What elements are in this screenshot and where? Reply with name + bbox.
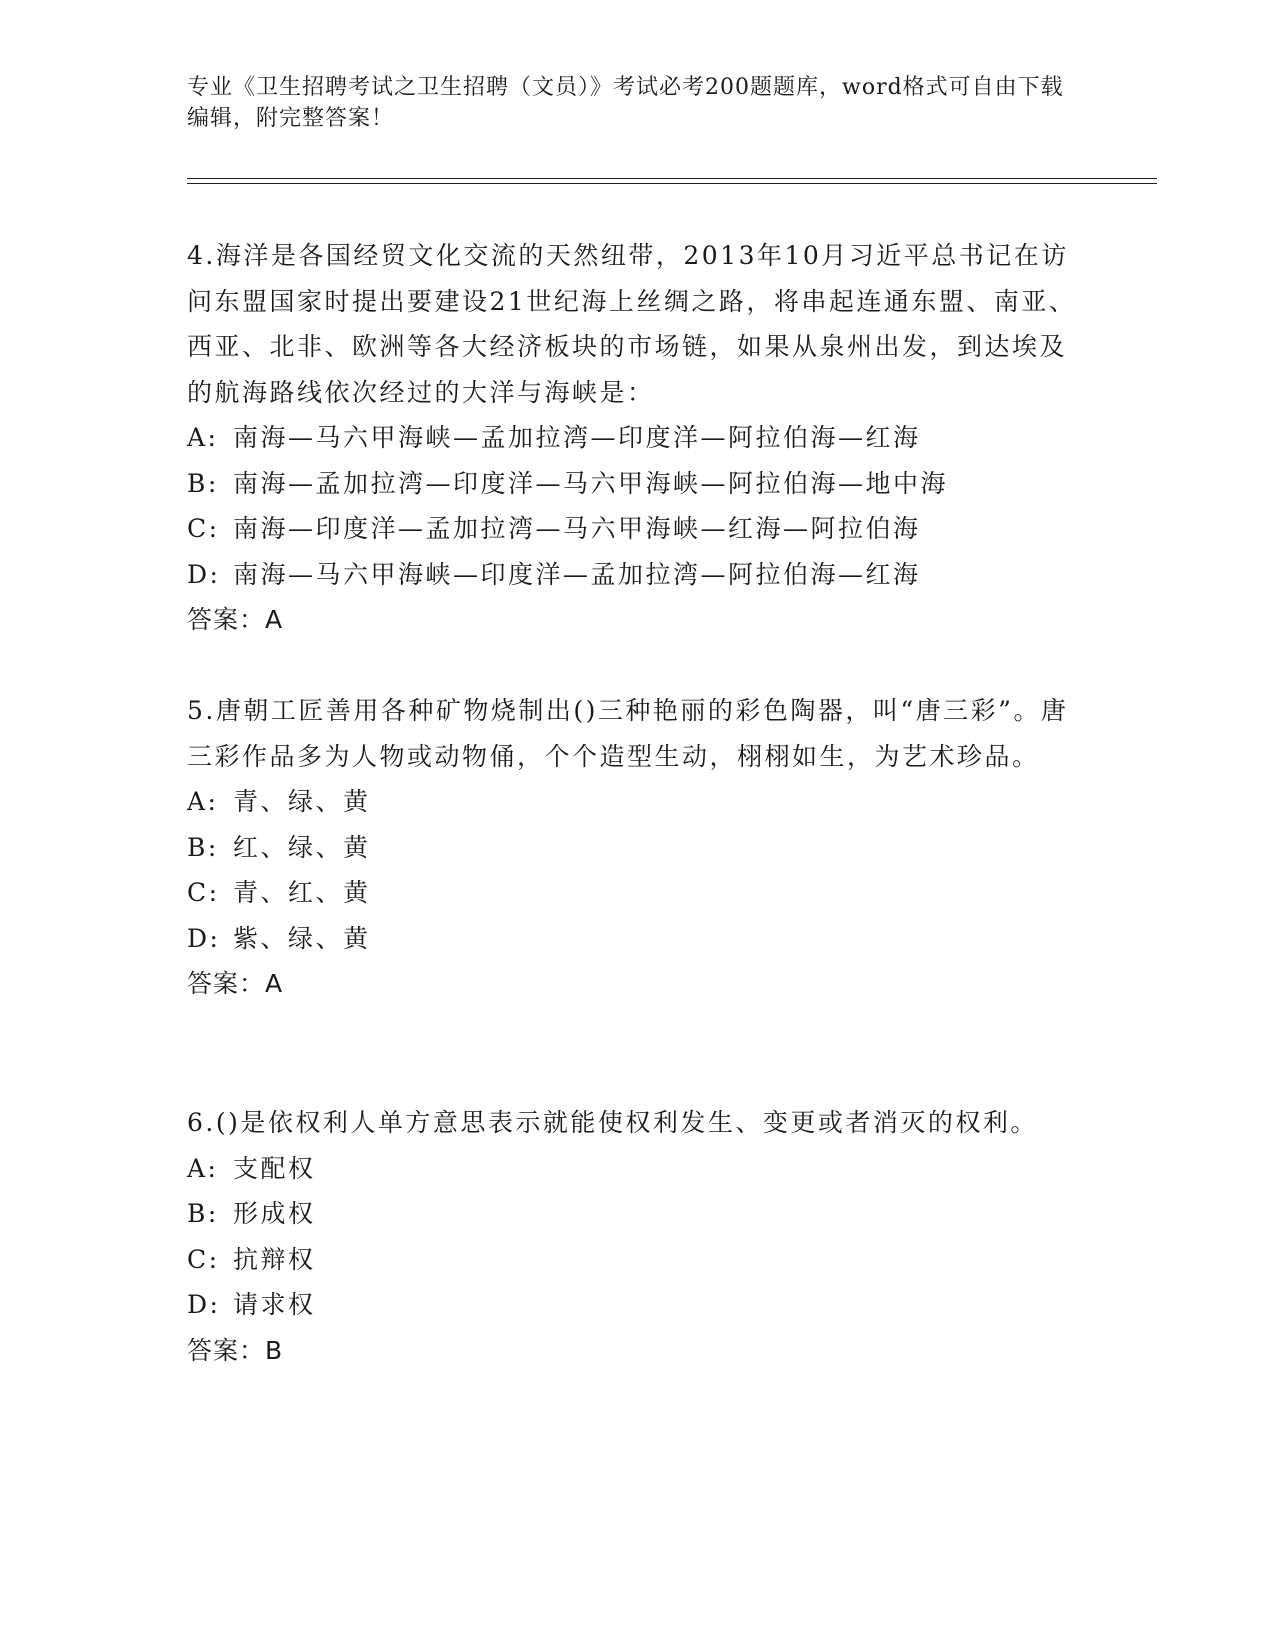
option-a xyxy=(187,779,1087,825)
option-text: 南海—马六甲海峡—孟加拉湾—印度洋—阿拉伯海—红海 xyxy=(233,423,921,452)
option-b xyxy=(187,1191,1087,1237)
option-c xyxy=(187,1237,1087,1283)
option-d xyxy=(187,916,1087,962)
option-text: 抗辩权 xyxy=(233,1244,316,1274)
option-key: C: xyxy=(187,1244,220,1274)
answer-line: 答案：A xyxy=(187,605,284,634)
option-key: A: xyxy=(187,423,219,452)
question-stem: 5.唐朝工匠善用各种矿物烧制出()三种艳丽的彩色陶器，叫“唐三彩”。唐三彩作品多为人物或动物俑，个个造型生动，栩栩如生，为艺术珍品。 xyxy=(187,696,1069,771)
question-stem: 6.()是依权利人单方意思表示就能使权利发生、变更或者消灭的权利。 xyxy=(187,1108,1038,1137)
option-a xyxy=(187,1146,1087,1192)
question-6 xyxy=(187,1100,1087,1373)
option-key: C: xyxy=(187,514,220,543)
option-b xyxy=(187,461,1087,507)
option-key: B: xyxy=(187,1199,219,1228)
option-key: D: xyxy=(187,1290,221,1319)
option-text: 南海—孟加拉湾—印度洋—马六甲海峡—阿拉伯海—地中海 xyxy=(233,468,949,498)
answer-line: 答案：B xyxy=(187,1335,284,1365)
option-b xyxy=(187,825,1087,871)
option-key: C: xyxy=(187,878,220,907)
question-4 xyxy=(187,233,1087,643)
option-key: B: xyxy=(187,832,219,862)
option-a xyxy=(187,415,1087,461)
option-key: A: xyxy=(187,1153,219,1183)
option-key: D: xyxy=(187,559,221,589)
header-rule-top xyxy=(187,178,1157,179)
document-header: 专业《卫生招聘考试之卫生招聘（文员）》考试必考200题题库，word格式可自由下载编辑，附完整答案！ xyxy=(187,75,1064,131)
option-text: 形成权 xyxy=(233,1199,316,1228)
option-text: 南海—印度洋—孟加拉湾—马六甲海峡—红海—阿拉伯海 xyxy=(233,514,921,543)
option-c xyxy=(187,870,1087,916)
option-text: 请求权 xyxy=(233,1290,316,1319)
question-stem: 4.海洋是各国经贸文化交流的天然纽带，2013年10月习近平总书记在访问东盟国家时提出要建设21世纪海上丝绸之路，将串起连通东盟、南亚、西亚、北非、欧洲等各大经济板块的市场链，如果从泉州出发，到达埃及的航海路线依次经过的大洋与海峡是： xyxy=(187,241,1077,407)
option-text: 紫、绿、黄 xyxy=(233,923,371,953)
option-d xyxy=(187,1282,1087,1328)
option-key: A: xyxy=(187,787,219,816)
question-5 xyxy=(187,688,1087,1007)
answer-line: 答案：A xyxy=(187,969,284,998)
option-text: 红、绿、黄 xyxy=(233,832,371,862)
option-key: D: xyxy=(187,923,221,953)
option-key: B: xyxy=(187,468,219,498)
option-text: 青、红、黄 xyxy=(233,878,371,907)
option-text: 南海—马六甲海峡—印度洋—孟加拉湾—阿拉伯海—红海 xyxy=(233,559,921,589)
option-text: 青、绿、黄 xyxy=(233,787,371,816)
option-d xyxy=(187,552,1087,598)
option-c xyxy=(187,506,1087,552)
option-text: 支配权 xyxy=(233,1153,316,1183)
header-rule-bottom xyxy=(187,183,1157,184)
